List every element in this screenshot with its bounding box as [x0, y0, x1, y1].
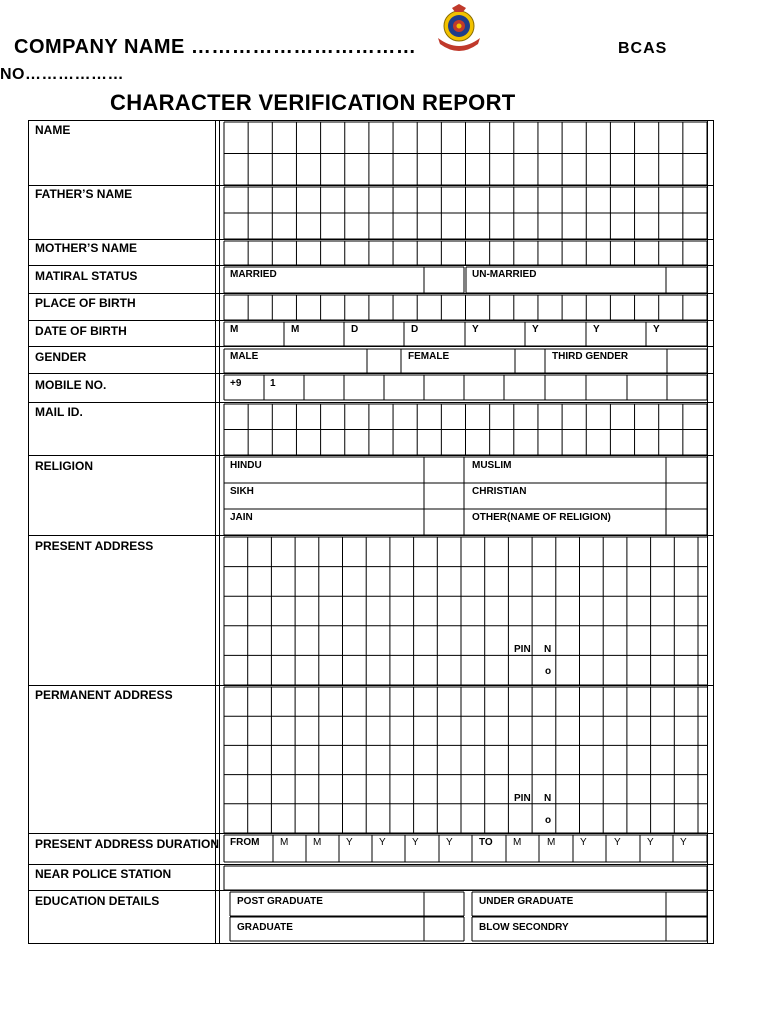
label-gender: GENDER	[35, 350, 87, 364]
label-present-address: PRESENT ADDRESS	[35, 539, 154, 553]
option-male: MALE	[230, 351, 259, 362]
option-christian: CHRISTIAN	[472, 486, 527, 497]
label-address-duration: PRESENT ADDRESS DURATION	[35, 837, 220, 851]
option-muslim: MUSLIM	[472, 460, 512, 471]
option-jain: JAIN	[230, 512, 253, 523]
duration-to-month-1: M	[513, 837, 522, 848]
label-mobile: MOBILE NO.	[35, 378, 107, 392]
label-father-name: FATHER’S NAME	[35, 187, 133, 201]
dob-year-1: Y	[472, 324, 479, 335]
label-place-of-birth: PLACE OF BIRTH	[35, 296, 136, 310]
duration-to-year-2: Y	[614, 837, 621, 848]
label-mother-name: MOTHER’S NAME	[35, 241, 137, 255]
label-mail: MAIL ID.	[35, 405, 83, 419]
duration-from-month-1: M	[280, 837, 289, 848]
label-education: EDUCATION DETAILS	[35, 894, 160, 908]
duration-from-year-2: Y	[379, 837, 386, 848]
dob-month-1: M	[230, 324, 239, 335]
option-hindu: HINDU	[230, 460, 262, 471]
present-pin-n: N	[544, 644, 552, 655]
label-police-station: NEAR POLICE STATION	[35, 867, 172, 881]
dob-year-2: Y	[532, 324, 539, 335]
mobile-prefix-2: 1	[270, 378, 276, 389]
duration-from-year-1: Y	[346, 837, 353, 848]
option-below-secondary: BLOW SECONDRY	[479, 922, 569, 933]
permanent-pin-n: N	[544, 793, 552, 804]
dob-day-1: D	[351, 324, 359, 335]
option-unmarried: UN-MARRIED	[472, 269, 537, 280]
duration-to-year-1: Y	[580, 837, 587, 848]
option-married: MARRIED	[230, 269, 277, 280]
duration-from: FROM	[230, 837, 260, 848]
option-post-graduate: POST GRADUATE	[237, 896, 323, 907]
dob-day-2: D	[411, 324, 419, 335]
report-title: CHARACTER VERIFICATION REPORT	[110, 90, 516, 115]
permanent-pin-label: PIN	[514, 793, 531, 804]
mobile-prefix-1: +9	[230, 378, 242, 389]
option-third-gender: THIRD GENDER	[552, 351, 629, 362]
present-pin-o: o	[545, 666, 552, 677]
label-date-of-birth: DATE OF BIRTH	[35, 324, 127, 338]
permanent-pin-o: o	[545, 815, 552, 826]
duration-to: TO	[479, 837, 493, 848]
duration-from-year-3: Y	[412, 837, 419, 848]
duration-to-month-2: M	[547, 837, 556, 848]
duration-from-month-2: M	[313, 837, 322, 848]
option-female: FEMALE	[408, 351, 450, 362]
duration-to-year-4: Y	[680, 837, 687, 848]
label-marital-status: MATIRAL STATUS	[35, 269, 138, 283]
present-pin-label: PIN	[514, 644, 531, 655]
option-under-graduate: UNDER GRADUATE	[479, 896, 574, 907]
label-religion: RELIGION	[35, 459, 94, 473]
label-name: NAME	[35, 123, 71, 137]
dob-year-4: Y	[653, 324, 660, 335]
number-line: NO………………	[0, 66, 124, 83]
option-other-religion: OTHER(NAME OF RELIGION)	[472, 512, 611, 523]
option-graduate: GRADUATE	[237, 922, 293, 933]
duration-from-year-4: Y	[446, 837, 453, 848]
dob-year-3: Y	[593, 324, 600, 335]
dob-month-2: M	[291, 324, 300, 335]
duration-to-year-3: Y	[647, 837, 654, 848]
label-permanent-address: PERMANENT ADDRESS	[35, 688, 173, 702]
option-sikh: SIKH	[230, 486, 254, 497]
company-name-line: COMPANY NAME ……………………………	[14, 36, 417, 58]
bcas-label: BCAS	[618, 40, 668, 57]
